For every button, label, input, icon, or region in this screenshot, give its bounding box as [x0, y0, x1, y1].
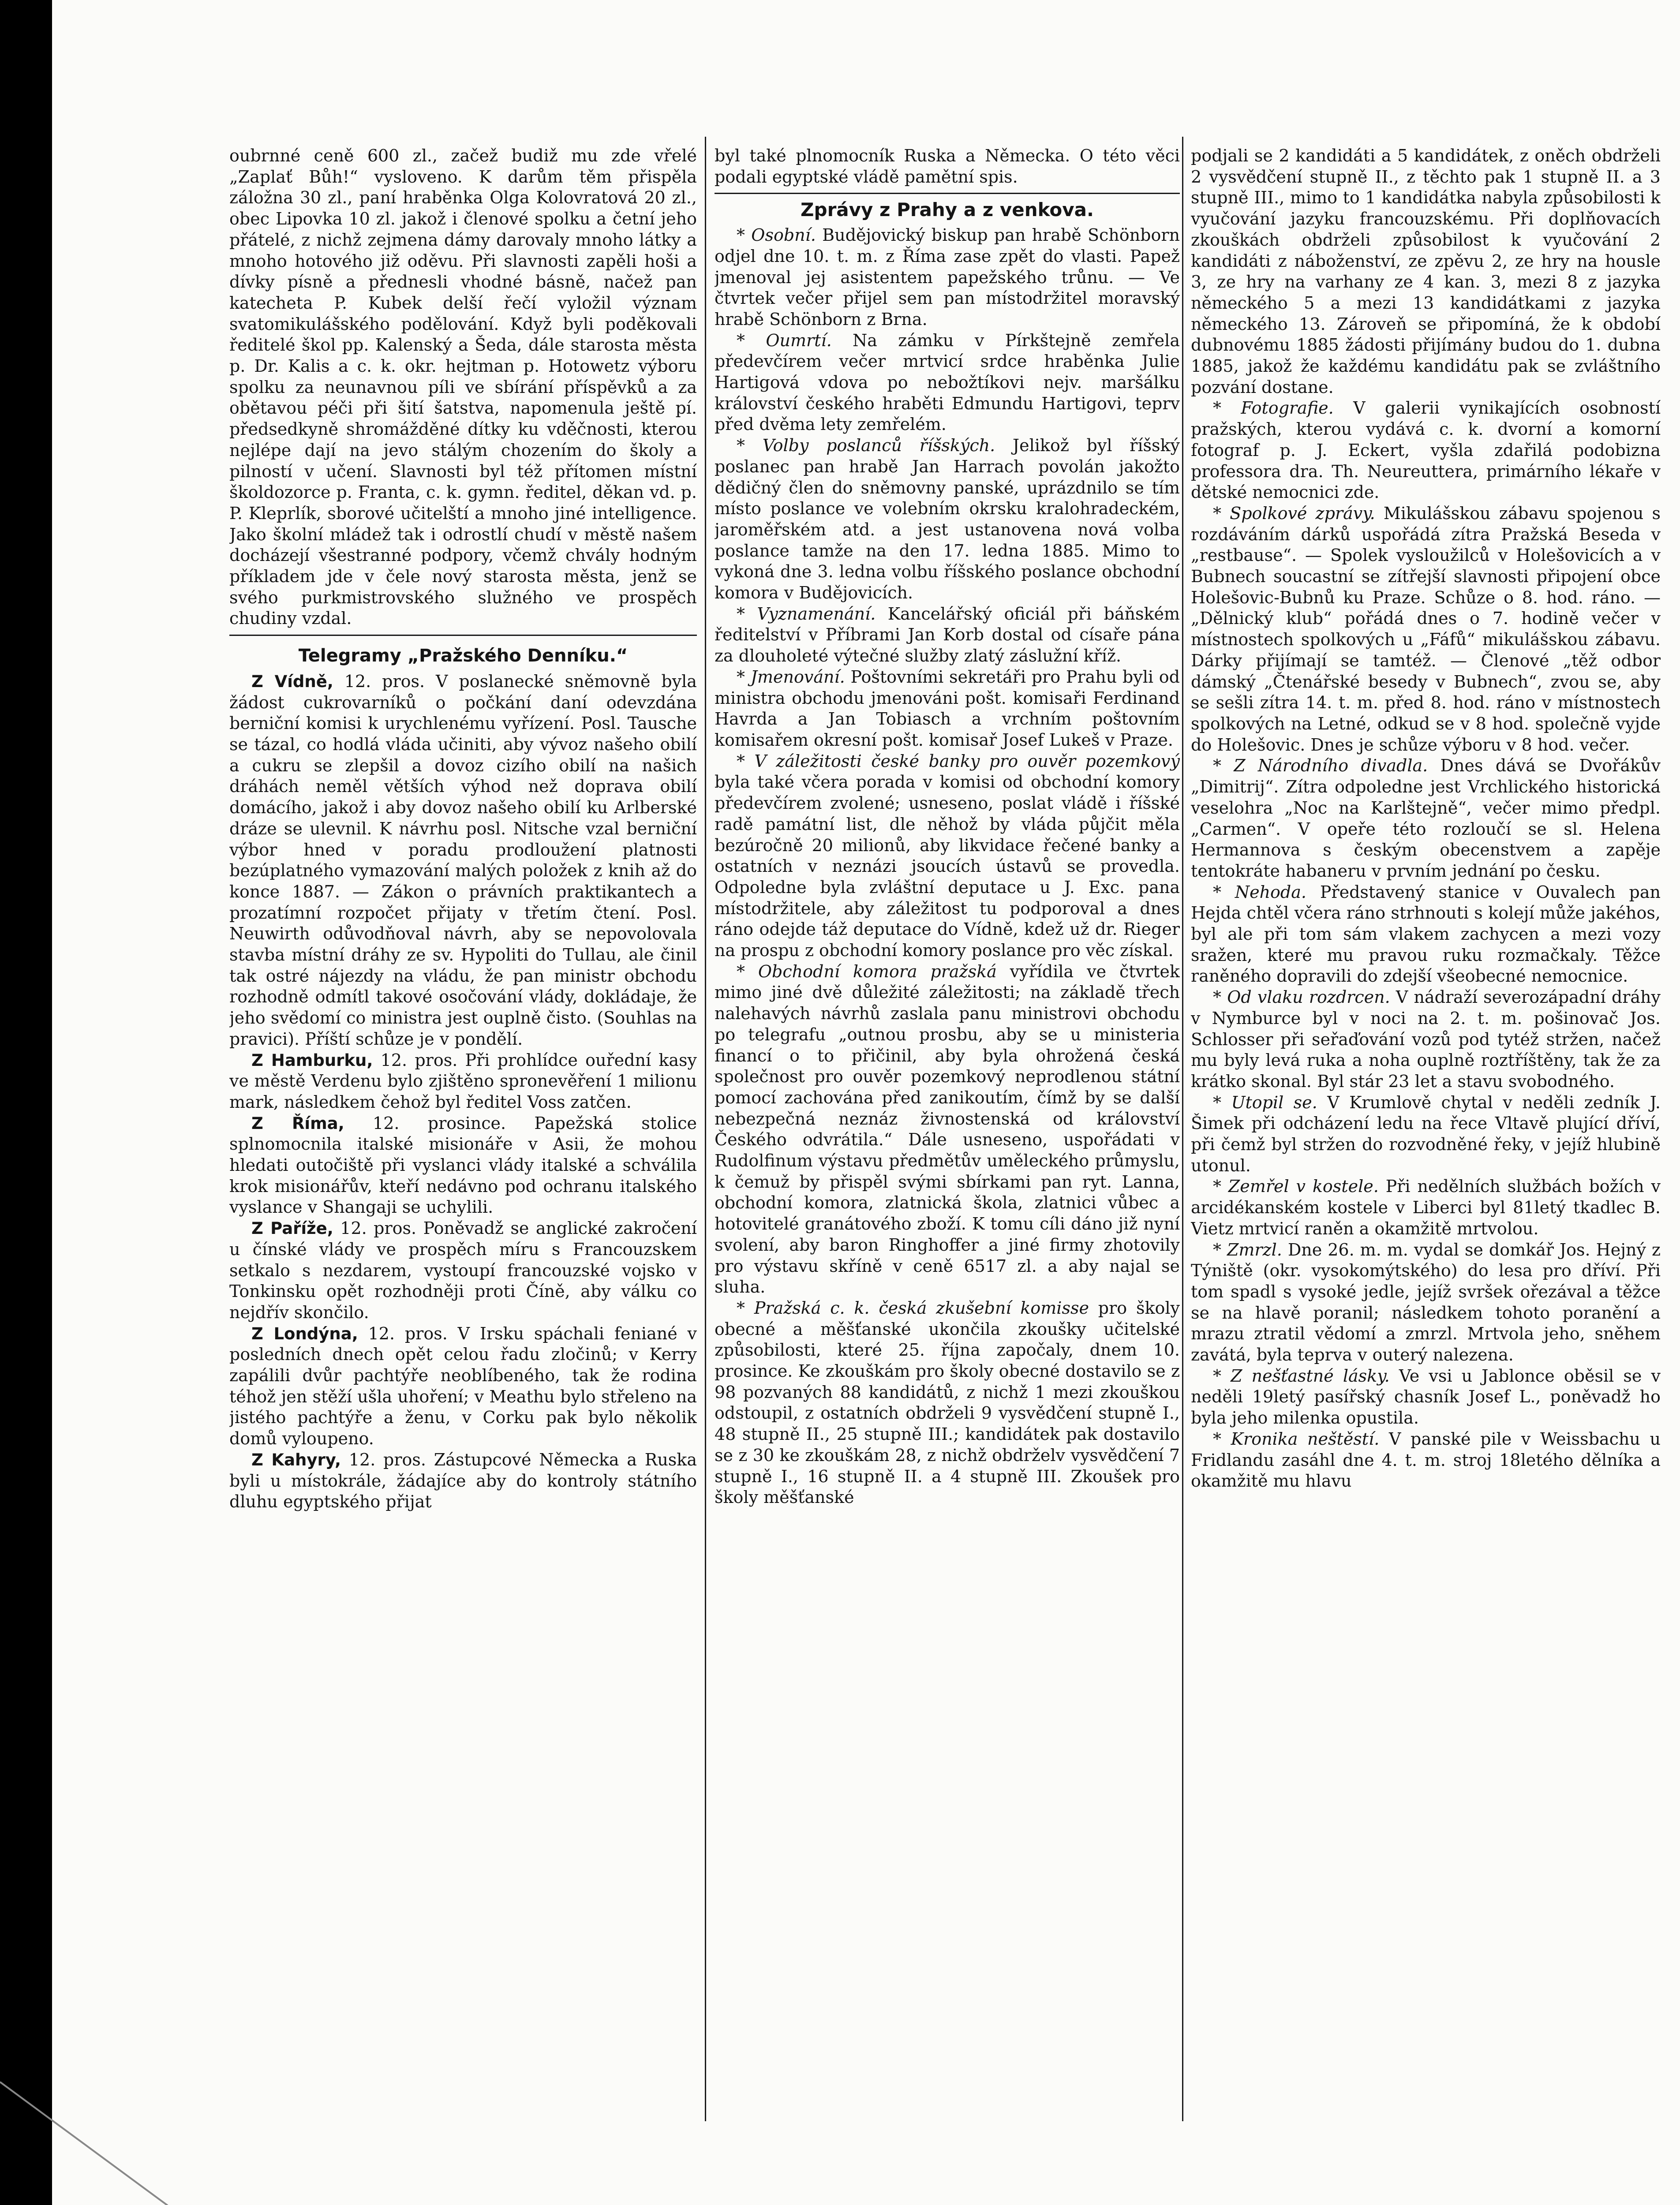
telegram-text: 12. pros. V Irsku spáchali feniané v posledních dnech opět celou řadu zločinů; v Kerry zapálili dvůr pachtýře neoblíbeného, tak že rodina téhož jen stěží ušla uhoření; v Meathu bylo střeleno na jistého pachtýře a ženu, v Corku pak bylo několik domů vyloupeno.: [229, 1323, 697, 1449]
news-title: Od vlaku rozdrcen.: [1227, 987, 1390, 1007]
news-item: * Z Národního divadla. Dnes dává se Dvořákův „Dimitrij“. Zítra odpoledne jest Vrchlického historická veselohra „Noc na Karlštejně“, večer mimo předpl. „Carmen“. V opeře této rozloučí se sl. Helena Hermannova s českým obecenstvem a zapěje tentokráte habaneru v prvním jednání po česku.: [1191, 756, 1661, 881]
news-title: Obchodní komora pražská: [758, 961, 997, 981]
news-item: * V záležitosti české banky pro ouvěr pozemkový byla také včera porada v komisi od obchodní komory předevčírem zvolené; usneseno, poslat vládě i říšské radě památní list, dle něhož by vláda půjčit měla bezúročně 20 milionů, aby likvidace řečené banky a ostatních v neznázi jsoucích ústavů se provedla. Odpoledne byla zvláštní deputace u J. Exc. pana místodržitele, aby záležitost tu podporoval a dnes ráno odejde táž deputace do Vídně, kdež už dr. Rieger na prospu z obchodní komory poslance pro věc získal.: [715, 751, 1180, 960]
telegram-text: 12. prosince. Papežská stolice splnomocnila italské misionáře v Asii, že mohou hledati outočiště při vyslanci vlády italské a schválila krok misionářův, kteří nedávno pod ochranu italského vyslance v Shangaji se uchylili.: [229, 1113, 697, 1217]
telegram-item: [229, 1218, 697, 1323]
news-title: Z Národního divadla.: [1234, 756, 1428, 776]
news-item: * Pražská c. k. česká zkušební komisse pro školy obecné a měšťanské ukončila zkoušky učitelské způsobilosti, které 25. října započaly, dnem 10. prosince. Ke zkouškám pro školy obecné dostavilo se z 98 pozvaných 88 kandidátů, z nichž 1 mezi zkouškou odstoupil, z ostatních obdrželi 9 vysvědčení stupně I., 48 stupně II., 25 stupně III.; kandidátek pak dostavilo se z 30 ke zkouškám 28, z nichž obdrželv vysvědčení 7 stupně I., 16 stupně II. a 4 stupně III. Zkoušek pro školy měšťanské: [715, 1298, 1180, 1507]
news-title: Nehoda.: [1235, 882, 1306, 902]
news-item: * Fotografie. V galerii vynikajících osobností pražských, kterou vydává c. k. dvorní a komorní fotograf p. J. Eckert, vyšla zdařilá podobizna professora dra. Th. Neureuttera, primárního lékaře v dětské nemocnici zde.: [1191, 398, 1661, 502]
news-item: * Z nešťastné lásky. Ve vsi u Jablonce oběsil se v neděli 19letý pasířský chasník Josef L., poněvadž ho byla jeho milenka opustila.: [1191, 1366, 1661, 1428]
telegram-dateline: Z Paříže,: [251, 1219, 333, 1238]
column-1: [229, 146, 697, 2117]
telegram-text: 12. pros. Zástupcové Německa a Ruska byli u místokrále, žádajíce aby do kontroly státního dluhu egyptského přijat: [229, 1450, 697, 1512]
news-item: * Jmenování. Poštovními sekretáři pro Prahu byli od ministra obchodu jmenováni pošt. komisaři Ferdinand Havrda a Jan Tobiasch a vrchním poštovním komisařem okresní pošt. komisař Josef Lukeš v Praze.: [715, 667, 1180, 750]
news-text: Poštovními sekretáři pro Prahu byli od ministra obchodu jmenováni pošt. komisaři Ferdinand Havrda a Jan Tobiasch a vrchním poštovním komisařem okresní pošt. komisař Josef Lukeš v Praze.: [715, 667, 1180, 750]
column-3: [1191, 146, 1661, 2117]
news-text: V galerii vynikajících osobností pražských, kterou vydává c. k. dvorní a komorní fotograf p. J. Eckert, vyšla zdařilá podobizna professora dra. Th. Neureuttera, primárního lékaře v dětské nemocnici zde.: [1191, 398, 1661, 502]
telegram-dateline: Z Hamburku,: [251, 1050, 373, 1070]
telegram-dateline: Z Kahyry,: [251, 1450, 341, 1469]
news-title: Volby poslanců říšských.: [762, 436, 995, 456]
news-text: Mikulášskou zábavu spojenou s rozdáváním dárků uspořádá zítra Pražská Beseda v „restbause“. — Spolek vysloužilců v Holešovicích a v Bubnech soucastní se zítřejší slavnosti připojení obce Holešovic-Bubnů ku Praze. Schůze o 8. hod. ráno. — „Dělnický klub“ pořádá dnes o 7. hodině večer v místnostech spolkových u „Fáfů“ mikulášskou zábavu. Dárky přijímají se tamtéž. — Členové „těž odbor dámský „Čtenářské besedy v Bubnech“, zvou se, aby se sešli zítra 14. t. m. před 8. hod. ráno v místnostech spolkových na Letné, odkud se v 8 hod. společně vyjde do Holešovic. Dnes je schůze výboru v 8 hod. večer.: [1191, 503, 1661, 755]
news-title: Z nešťastné lásky.: [1231, 1366, 1390, 1386]
telegram-item: [229, 1113, 697, 1218]
column-divider: [1182, 137, 1183, 2121]
telegram-text: 12. pros. V poslanecké sněmovně byla žádost cukrovarníků o počkání daní odevzdána berniční komisi k urychlenému vyřízení. Posl. Tausche se tázal, co hodlá vláda učiniti, aby vývoz našeho obilí a cukru se zlepšil a dovoz cizího obilí na našich dráhách neměl větších výhod než doprava obilí domácího, jakož i aby dovoz našeho obilí ku Arlberské dráze se ulevnil. K návrhu posl. Nitsche vzal berniční výbor hned v poradu prodloužení platnosti bezúplatného vymazování malých položek z knih až do konce 1887. — Zákon o právních praktikantech a prozatímní rozpočet přijaty v třetím čtení. Posl. Neuwirth odůvodňoval návrh, aby se nepovolovala stavba místní dráhy ze sv. Hypoliti do Tullau, ale činil tak ostré nájezdy na vládu, že pan ministr obchodu rozhodně odmítl takové osočování vlády, dokládaje, že jeho svědomí co ministra jest ouplně čisto. (Souhlas na pravici). Příští schůze je v pondělí.: [229, 671, 697, 1049]
news-text: Dne 26. m. m. vydal se domkář Jos. Hejný z Týniště (okr. vysokomýtského) do lesa pro dříví. Při tom spadl s vysoké jedle, jejíž svršek ořezával a těžce se na hlavě poranil; následkem tohoto poranění a mrazu ztratil vědomí a zmrzl. Mrtvola jeho, sněhem zavátá, byla teprva v outerý nalezena.: [1191, 1240, 1661, 1365]
news-title: Kronika neštěstí.: [1231, 1429, 1380, 1449]
news-title: Jmenování.: [750, 667, 845, 687]
news-text: Ve vsi u Jablonce oběsil se v neděli 19letý pasířský chasník Josef L., poněvadž ho byla jeho milenka opustila.: [1191, 1366, 1661, 1428]
news-item: * Obchodní komora pražská vyřídila ve čtvrtek mimo jiné dvě důležité záležitosti; na základě třech nalehavých návrhů zaslala panu ministrovi obchodu po telegrafu „outnou prosbu, aby se u ministeria financí o to přičinil, aby byla ohrožená česká společnost pro ouvěr pozemkový neprodlenou státní pomocí zachována před zanikoutím, čímž by se další nebezpečná neznáz živnostenská od království Českého odvrátila.“ Dále usneseno, uspořádati v Rudolfinum výstavu předmětův uměleckého průmyslu, k čemuž by přispěl svými sbírkami pan ryt. Lanna, obchodní komora, zlatnická škola, zlatnici vůbec a hotovitelé granátového zboží. K tomu cíli dáno již nyní svolení, aby baron Ringhoffer a jiné firmy zhotovily pro výstavu skříně v ceně 6517 zl. a aby najal se sluha.: [715, 961, 1180, 1297]
news-item: * Oumrtí. Na zámku v Pírkštejně zemřela předevčírem večer mrtvicí srdce hraběnka Julie Hartigová vdova po nebožtíkovi nejv. maršálku království českého hraběti Edmundu Hartigovi, teprv před dvěma lety zemřelém.: [715, 330, 1180, 434]
news-title: Fotografie.: [1241, 398, 1334, 418]
news-text: Dnes dává se Dvořákův „Dimitrij“. Zítra odpoledne jest Vrchlického historická veselohra „Noc na Karlštejně“, večer mimo předpl. „Carmen“. V opeře této rozloučí se sl. Helena Hermannova s českým obecenstvem a zapěje tentokráte habaneru v prvním jednání po česku.: [1191, 756, 1661, 881]
news-text: Budějovický biskup pan hrabě Schönborn odjel dne 10. t. m. z Říma zase zpět do vlasti. Papež jmenoval jej asistentem papežského trůnu. — Ve čtvrtek večer přijel sem pan místodržitel moravský hrabě Schönborn z Brna.: [715, 225, 1180, 329]
news-text: Při nedělních službách božích v arcidékanském kostele v Liberci byl 81letý tkadlec B. Vietz mrtvicí raněn a okamžitě mrtvolou.: [1191, 1177, 1661, 1238]
section-heading: Zprávy z Prahy a z venkova.: [801, 199, 1094, 221]
section-rule: [229, 635, 697, 636]
news-text: Na zámku v Pírkštejně zemřela předevčírem večer mrtvicí srdce hraběnka Julie Hartigová vdova po nebožtíkovi nejv. maršálku království českého hraběti Edmundu Hartigovi, teprv před dvěma lety zemřelém.: [715, 330, 1180, 434]
telegram-heading: Telegramy „Pražského Denníku.“: [298, 646, 628, 666]
telegram-dateline: Z Říma,: [251, 1114, 344, 1133]
article-paragraph: byl také plnomocník Ruska a Německa. O této věci podali egyptské vládě pamětní spis.: [715, 146, 1180, 187]
news-item: * Volby poslanců říšských. Jelikož byl říšský poslanec pan hrabě Jan Harrach povolán jakožto dědičný člen do sněmovny panské, uprázdnilo se tím místo poslance ve volebním okrsku kralohradeckém, jaroměřském atd. a jest ustanovena nová volba poslance tamže na den 17. ledna 1885. Mimo to vykoná dne 3. ledna volbu říšského poslance obchodní komora v Budějovicích.: [715, 436, 1180, 603]
news-item: * Utopil se. V Krumlově chytal v neděli zedník J. Šimek při odcházení ledu na řece Vltavě plující dříví, při čemž byl stržen do rozvodněné řeky, v jejíž hlubině utonul.: [1191, 1092, 1661, 1175]
news-title: Pražská c. k. česká zkušební komisse: [754, 1298, 1089, 1318]
column-2: [715, 146, 1180, 2117]
telegram-dateline: Z Vídně,: [251, 672, 333, 691]
news-text: byla také včera porada v komisi od obchodní komory předevčírem zvolené; usneseno, poslat vládě i říšské radě památní list, dle něhož by vláda půjčit měla bezúročně 20 milionů, aby likvidace řečené banky a ostatních v neznázi jsoucích ústavů se provedla. Odpoledne byla zvláštní deputace u J. Exc. pana místodržitele, aby záležitost tu podporoval a dnes ráno odejde táž deputace do Vídně, kdež už dr. Rieger na prospu z obchodní komory poslance pro věc získal.: [715, 772, 1180, 960]
news-title: Zmrzl.: [1227, 1240, 1282, 1259]
telegram-item: [229, 671, 697, 1050]
page-crease-mark: [0, 2073, 185, 2205]
news-item: * Od vlaku rozdrcen. V nádraží severozápadní dráhy v Nymburce byl v noci na 2. t. m. pošinovač Jos. Schlosser při seřaďování vozů pod tytéž stržen, načež mu byly levá ruka a noha ouplně roztříštěny, tak že za krátko skonal. Byl stár 23 let a stavu svobodného.: [1191, 987, 1661, 1091]
news-title: Osobní.: [751, 225, 816, 245]
news-title: V záležitosti české banky pro ouvěr pozemkový: [754, 751, 1180, 771]
news-text: Jelikož byl říšský poslanec pan hrabě Jan Harrach povolán jakožto dědičný člen do sněmovny panské, uprázdnilo se tím místo poslance ve volebním okrsku kralohradeckém, jaroměřském atd. a jest ustanovena nová volba poslance tamže na den 17. ledna 1885. Mimo to vykoná dne 3. ledna volbu říšského poslance obchodní komora v Budějovicích.: [715, 436, 1180, 603]
news-item: * Osobní. Budějovický biskup pan hrabě Schönborn odjel dne 10. t. m. z Říma zase zpět do vlasti. Papež jmenoval jej asistentem papežského trůnu. — Ve čtvrtek večer přijel sem pan místodržitel moravský hrabě Schönborn z Brna.: [715, 225, 1180, 329]
article-paragraph: oubrnné ceně 600 zl., začež budiž mu zde vřelé „Zaplať Bůh!“ vysloveno. K darům těm přispěla záložna 30 zl., paní hraběnka Olga Kolovratová 20 zl., obec Lipovka 10 zl. jakož i členové spolku a četní jeho přátelé, z nichž zejmena dámy darovaly mnoho látky a mnoho hotového již oděvu. Při slavnosti zapěli hoši a dívky písně a přednesli vhodné básně, načež pan katecheta P. Kubek delší řečí vyložil význam svatomikulášského podělování. Když byli poděkovali ředitelé škol pp. Kalenský a Šeda, dále starosta města p. Dr. Kalis a c. k. okr. hejtman p. Hotowetz výboru spolku za neunavnou píli ve sbírání příspěvků a za obětavou péči při šití šatstva, napomenula ještě pí. předsedkyně shromážděné dítky ku vděčnosti, kterou nejlépe dají na jevo stálým chozením do školy a pilností v učení. Slavnosti byl též přítomen místní školdozorce p. Franta, c. k. gymn. ředitel, děkan vd. p. P. Kleprlík, sborové učitelští a mnoho jiné intelligence. Jako školní mládež tak i odrostlí chudí v městě našem docházejí všestranné podpory, včemž chvály hodným příkladem jde v čele nový starosta města, jenž se svého purkmistrovského služného ve prospěch chudiny vzdal.: [229, 146, 697, 628]
news-text: Kancelářský oficiál při báňském ředitelství v Příbrami Jan Korb dostal od císaře pána za dlouholeté výtečné služby zlatý záslužní kříž.: [715, 604, 1180, 666]
news-item: * Nehoda. Představený stanice v Ouvalech pan Hejda chtěl včera ráno strhnouti s kolejí může jakéhos, byl ale při tom sám vlakem zachycen a mezi vozy sražen, které mu pravou ruku rozmačkaly. Těžce raněného dopravili do zdejší všeobecné nemocnice.: [1191, 882, 1661, 986]
news-item: * Kronika neštěstí. V panské pile v Weissbachu u Fridlandu zasáhl dne 4. t. m. stroj 18letého dělníka a okamžitě mu hlavu: [1191, 1429, 1661, 1491]
telegram-item: [229, 1050, 697, 1113]
telegram-text: 12. pros. Při prohlídce ouřední kasy ve městě Verdenu bylo zjištěno spronevěření 1 milionu mark, následkem čehož byl ředitel Voss zatčen.: [229, 1050, 697, 1112]
news-title: Vyznamenání.: [757, 604, 876, 624]
telegram-text: 12. pros. Poněvadž se anglické zakročení u čínské vlády ve prospěch míru s Francouzskem setkalo s nezdarem, vystoupí francouzské vojsko v Tonkinsku opět rozhodněji proti Číně, aby válku co nejdřív skončilo.: [229, 1218, 697, 1322]
news-text: vyřídila ve čtvrtek mimo jiné dvě důležité záležitosti; na základě třech nalehavých návrhů zaslala panu ministrovi obchodu po telegrafu „outnou prosbu, aby se u ministeria financí o to přičinil, aby byla ohrožená česká společnost pro ouvěr pozemkový neprodlenou státní pomocí zachována před zanikoutím, čímž by se další nebezpečná neznáz živnostenská od království Českého odvrátila.“ Dále usneseno, uspořádati v Rudolfinum výstavu předmětův uměleckého průmyslu, k čemuž by přispěl svými sbírkami pan ryt. Lanna, obchodní komora, zlatnická škola, zlatnici vůbec a hotovitelé granátového zboží. K tomu cíli dáno již nyní svolení, aby baron Ringhoffer a jiné firmy zhotovily pro výstavu skříně v ceně 6517 zl. a aby najal se sluha.: [715, 961, 1180, 1297]
news-item: * Vyznamenání. Kancelářský oficiál při báňském ředitelství v Příbrami Jan Korb dostal od císaře pána za dlouholeté výtečné služby zlatý záslužní kříž.: [715, 604, 1180, 666]
news-title: Zemřel v kostele.: [1228, 1177, 1379, 1196]
telegram-dateline: Z Londýna,: [251, 1324, 358, 1343]
news-item: * Spolkové zprávy. Mikulášskou zábavu spojenou s rozdáváním dárků uspořádá zítra Pražská Beseda v „restbause“. — Spolek vysloužilců v Holešovicích a v Bubnech soucastní se zítřejší slavnosti připojení obce Holešovic-Bubnů ku Praze. Schůze o 8. hod. ráno. — „Dělnický klub“ pořádá dnes o 7. hodině večer v místnostech spolkových u „Fáfů“ mikulášskou zábavu. Dárky přijímají se tamtéž. — Členové „těž odbor dámský „Čtenářské besedy v Bubnech“, zvou se, aby se sešli zítra 14. t. m. před 8. hod. ráno v místnostech spolkových na Letné, odkud se v 8 hod. společně vyjde do Holešovic. Dnes je schůze výboru v 8 hod. večer.: [1191, 503, 1661, 755]
news-text: V panské pile v Weissbachu u Fridlandu zasáhl dne 4. t. m. stroj 18letého dělníka a okamžitě mu hlavu: [1191, 1429, 1661, 1491]
news-text: Představený stanice v Ouvalech pan Hejda chtěl včera ráno strhnouti s kolejí může jakéhos, byl ale při tom sám vlakem zachycen a mezi vozy sražen, které mu pravou ruku rozmačkaly. Těžce raněného dopravili do zdejší všeobecné nemocnice.: [1191, 882, 1661, 986]
article-paragraph: podjali se 2 kandidáti a 5 kandidátek, z oněch obdrželi 2 vysvědčení stupně II., z těchto pak 1 stupně II. a 3 stupně III., mimo to 1 kandidátka nabyla způsobilosti k vyučování jazyku francouzskému. Při doplňovacích zkouškách obdrželi způsobilost k vyučování 2 kandidáti z náboženství, ze zpěvu 2, ze hry na housle 3, ze hry na varhany ze 4 kan. 3, mezi 8 z jazyka německého 5 a mezi 13 kandidátkami z jazyka německého 13. Zároveň se připomíná, že k období dubnovému 1885 žádosti přijímány budou do 1. dubna 1885, jakož že každému kandidátu pak se zvláštního pozvání dostane.: [1191, 146, 1661, 397]
telegram-item: [229, 1450, 697, 1513]
news-item: * Zmrzl. Dne 26. m. m. vydal se domkář Jos. Hejný z Týniště (okr. vysokomýtského) do lesa pro dříví. Při tom spadl s vysoké jedle, jejíž svršek ořezával a těžce se na hlavě poranil; následkem tohoto poranění a mrazu ztratil vědomí a zmrzl. Mrtvola jeho, sněhem zavátá, byla teprva v outerý nalezena.: [1191, 1240, 1661, 1365]
news-text: pro školy obecné a měšťanské ukončila zkoušky učitelské způsobilosti, které 25. října započaly, dnem 10. prosince. Ke zkouškám pro školy obecné dostavilo se z 98 pozvaných 88 kandidátů, z nichž 1 mezi zkouškou odstoupil, z ostatních obdrželi 9 vysvědčení stupně I., 48 stupně II., 25 stupně III.; kandidátek pak dostavilo se z 30 ke zkouškám 28, z nichž obdrželv vysvědčení 7 stupně I., 16 stupně II. a 4 stupně III. Zkoušek pro školy měšťanské: [715, 1298, 1180, 1507]
news-text: V Krumlově chytal v neděli zedník J. Šimek při odcházení ledu na řece Vltavě plující dříví, při čemž byl stržen do rozvodněné řeky, v jejíž hlubině utonul.: [1191, 1092, 1661, 1175]
news-item: * Zemřel v kostele. Při nedělních službách božích v arcidékanském kostele v Liberci byl 81letý tkadlec B. Vietz mrtvicí raněn a okamžitě mrtvolou.: [1191, 1177, 1661, 1238]
news-title: Oumrtí.: [766, 330, 832, 350]
telegram-item: [229, 1323, 697, 1450]
news-text: V nádraží severozápadní dráhy v Nymburce byl v noci na 2. t. m. pošinovač Jos. Schlosser při seřaďování vozů pod tytéž stržen, načež mu byly levá ruka a noha ouplně roztříštěny, tak že za krátko skonal. Byl stár 23 let a stavu svobodného.: [1191, 987, 1661, 1091]
section-rule: [715, 193, 1180, 194]
column-divider: [705, 137, 706, 2121]
news-title: Spolkové zprávy.: [1230, 503, 1375, 523]
news-title: Utopil se.: [1231, 1092, 1317, 1112]
